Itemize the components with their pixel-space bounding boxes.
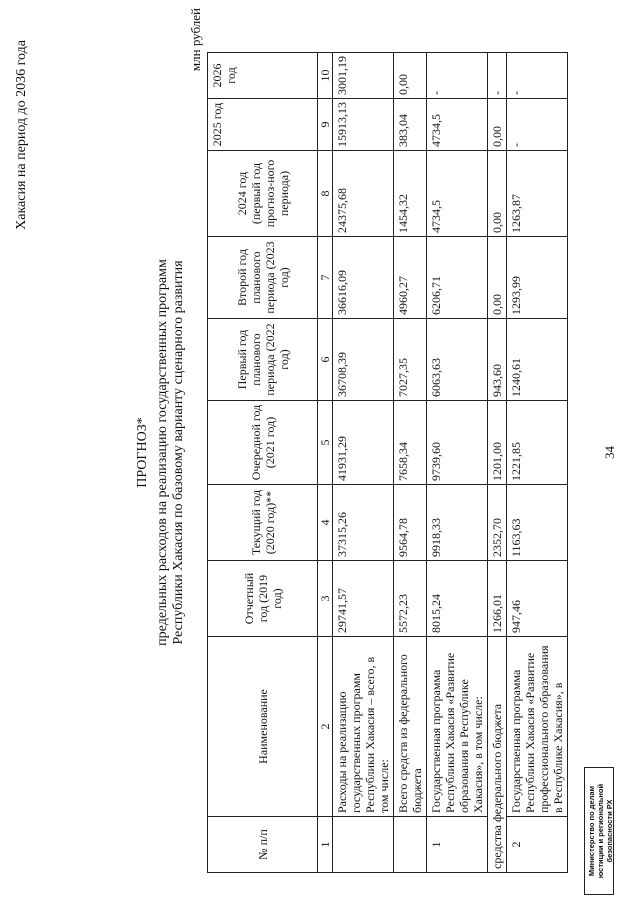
value-cell: -: [507, 53, 568, 99]
value-cell: 1454,32: [394, 151, 427, 237]
value-cell: 3001,19: [333, 53, 394, 99]
value-cell: 0,00: [488, 237, 507, 319]
value-cell: 383,04: [394, 99, 427, 151]
value-cell: 4734,5: [427, 151, 488, 237]
table-row: [488, 53, 507, 873]
value-cell: 0,00: [488, 99, 507, 151]
header-cell: Очередной год (2021 год): [208, 401, 318, 485]
value-cell: 4734,5: [427, 99, 488, 151]
value-cell: 9564,78: [394, 485, 427, 561]
forecast-table: [207, 52, 568, 873]
value-cell: -: [507, 99, 568, 151]
units-label: млн рублей: [188, 8, 203, 72]
value-cell: 36616,09: [333, 237, 394, 319]
value-cell: 24375,68: [333, 151, 394, 237]
header-cell: Первый год планового периода (2022 год): [208, 319, 318, 401]
value-cell: 1266,01: [488, 561, 507, 637]
table-row: [333, 53, 394, 873]
value-cell: 29741,57: [333, 561, 394, 637]
table-header-row: [208, 53, 318, 873]
document-subtitle-line2: Республики Хакасия по базовому варианту сценарного развития: [171, 260, 186, 645]
index-cell: 10: [318, 53, 333, 99]
index-cell: 7: [318, 237, 333, 319]
row-number: [394, 817, 427, 873]
value-cell: 9739,60: [427, 401, 488, 485]
value-cell: 1201,00: [488, 401, 507, 485]
index-cell: 9: [318, 99, 333, 151]
header-cell: Текущий год (2020 год)**: [208, 485, 318, 561]
value-cell: 4960,27: [394, 237, 427, 319]
table-row: [427, 53, 488, 873]
value-cell: 9918,33: [427, 485, 488, 561]
header-cell: 2024 год (первый год прогноз-ного периода): [208, 151, 318, 237]
value-cell: 943,60: [488, 319, 507, 401]
value-cell: -: [427, 53, 488, 99]
row-name: Расходы на реализацию государственных программ Республики Хакасия – всего, в том числе:: [333, 637, 394, 817]
header-cell: Наименование: [208, 637, 318, 817]
value-cell: 947,46: [507, 561, 568, 637]
header-cell: 2026 год: [208, 53, 318, 99]
document-title: ПРОГНОЗ*: [135, 417, 150, 488]
row-number: [333, 817, 394, 873]
header-cell: Отчетный год (2019 год): [208, 561, 318, 637]
page-number: 34: [602, 446, 617, 459]
index-cell: 3: [318, 561, 333, 637]
value-cell: 1263,87: [507, 151, 568, 237]
value-cell: 5572,23: [394, 561, 427, 637]
value-cell: 41931,29: [333, 401, 394, 485]
header-cell: Второй год планового периода (2023 год): [208, 237, 318, 319]
value-cell: 6063,63: [427, 319, 488, 401]
index-cell: 2: [318, 637, 333, 817]
value-cell: 6206,71: [427, 237, 488, 319]
value-cell: 15913,13: [333, 99, 394, 151]
document-subtitle-line1: предельных расходов на реализацию государственных программ: [155, 259, 170, 646]
index-cell: 1: [318, 817, 333, 873]
row-number: 1: [427, 817, 488, 873]
header-cell: № п/п: [208, 817, 318, 873]
value-cell: 1240,61: [507, 319, 568, 401]
value-cell: 1163,63: [507, 485, 568, 561]
value-cell: 7027,35: [394, 319, 427, 401]
index-cell: 6: [318, 319, 333, 401]
running-header: Хакасия на период до 2036 года: [14, 40, 29, 230]
header-cell: 2025 год: [208, 99, 318, 151]
row-name: Государственная программа Республики Хакасия «Развитие образования в Республике Хакасия», в том числе:: [427, 637, 488, 817]
value-cell: -: [488, 53, 507, 99]
value-cell: 8015,24: [427, 561, 488, 637]
column-index-row: [318, 53, 333, 873]
index-cell: 8: [318, 151, 333, 237]
index-cell: 4: [318, 485, 333, 561]
value-cell: 36708,39: [333, 319, 394, 401]
value-cell: 2352,70: [488, 485, 507, 561]
value-cell: 7658,34: [394, 401, 427, 485]
value-cell: 0,00: [488, 151, 507, 237]
index-cell: 5: [318, 401, 333, 485]
table-row: [507, 53, 568, 873]
value-cell: 1221,85: [507, 401, 568, 485]
ministry-stamp: Министерство по делам юстиции и региональной безопасности РХ: [584, 767, 614, 895]
value-cell: 0,00: [394, 53, 427, 99]
row-name: Всего средств из федерального бюджета: [394, 637, 427, 817]
value-cell: 1293,99: [507, 237, 568, 319]
value-cell: 37315,26: [333, 485, 394, 561]
row-number: 2: [507, 817, 568, 873]
table-row: [394, 53, 427, 873]
row-name: средства федерального бюджета: [488, 637, 507, 873]
row-name: Государственная программа Республики Хакасия «Развитие профессионального образования в Республике Хакасия», в: [507, 637, 568, 817]
